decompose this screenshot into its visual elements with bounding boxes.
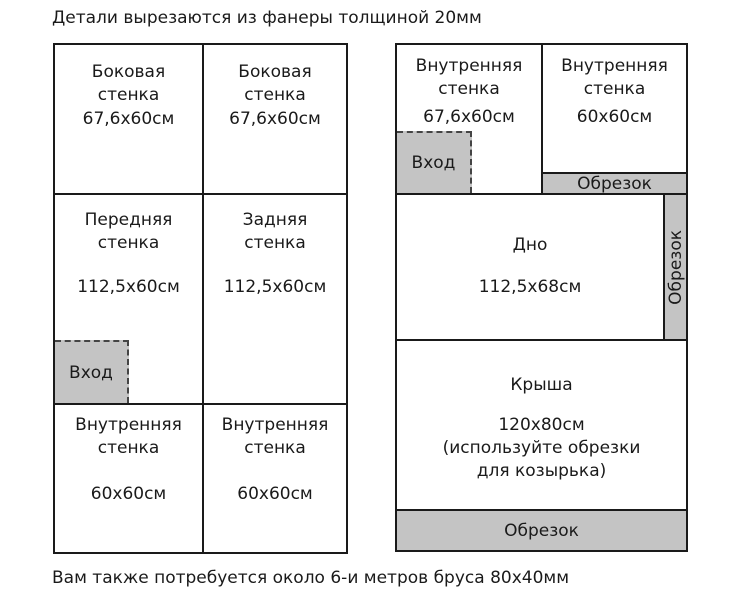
- entry-label: Вход: [69, 362, 113, 383]
- panel-name-line1: Передняя: [84, 210, 173, 230]
- panel-name-line2: стенка: [438, 79, 500, 99]
- panel-dimensions: 67,6х60см: [82, 109, 175, 129]
- bottom-panel: [395, 193, 665, 341]
- diagram-title: Детали вырезаются из фанеры толщиной 20мм: [52, 8, 482, 28]
- entry-cutout: [397, 131, 472, 193]
- panel-dimensions: 120х80см: [498, 415, 585, 435]
- panel-dimensions: 112,5х60см: [223, 277, 327, 297]
- panel-dimensions: 67,6х60см: [423, 107, 515, 127]
- panel-name-line1: Внутренняя: [221, 415, 329, 435]
- footer-note: Вам также потребуется около 6-и метров бруса 80х40мм: [52, 568, 570, 588]
- scrap-piece-side: [663, 193, 688, 341]
- scrap-label: Обрезок: [577, 173, 652, 194]
- scrap-label: Обрезок: [504, 520, 579, 541]
- back-wall-panel: [202, 193, 348, 405]
- side-wall-panel-2: [202, 43, 348, 195]
- inner-wall-panel-1: [53, 403, 204, 554]
- panel-name: Крыша: [510, 375, 573, 395]
- scrap-label: Обрезок: [665, 229, 686, 305]
- panel-name: Дно: [512, 235, 548, 255]
- panel-name-line2: стенка: [583, 79, 646, 99]
- scrap-piece-bottom: [395, 509, 688, 552]
- entry-label: Вход: [411, 153, 456, 173]
- panel-name-line1: Задняя: [242, 210, 308, 230]
- panel-name-line1: Боковая: [238, 62, 312, 82]
- panel-name-line2: стенка: [97, 85, 160, 105]
- inner-wall-panel-2: [202, 403, 348, 554]
- entry-cutout: [55, 340, 129, 403]
- panel-dimensions: 112,5х60см: [77, 277, 180, 297]
- panel-name-line1: Боковая: [91, 62, 166, 82]
- panel-name-line1: Внутренняя: [415, 56, 523, 76]
- roof-note-line1: (используйте обрезки: [442, 438, 641, 458]
- panel-name-line1: Внутренняя: [75, 415, 182, 435]
- panel-name-line1: Внутренняя: [561, 56, 668, 76]
- panel-dimensions: 112,5х68см: [478, 277, 582, 297]
- roof-panel: [395, 339, 688, 511]
- panel-name-line2: стенка: [244, 85, 306, 105]
- side-wall-panel-1: [53, 43, 204, 195]
- inner-wall-panel-4: [541, 43, 688, 174]
- panel-dimensions: 60х60см: [237, 484, 313, 504]
- roof-note-line2: для козырька): [476, 461, 607, 481]
- panel-dimensions: 67,6х60см: [229, 109, 321, 129]
- panel-dimensions: 60х60см: [90, 484, 167, 504]
- panel-name-line2: стенка: [97, 233, 160, 253]
- scrap-piece-top: [541, 172, 688, 195]
- panel-name-line2: стенка: [97, 438, 160, 458]
- panel-name-line2: стенка: [244, 233, 306, 253]
- panel-dimensions: 60х60см: [576, 107, 653, 127]
- panel-name-line2: стенка: [244, 438, 306, 458]
